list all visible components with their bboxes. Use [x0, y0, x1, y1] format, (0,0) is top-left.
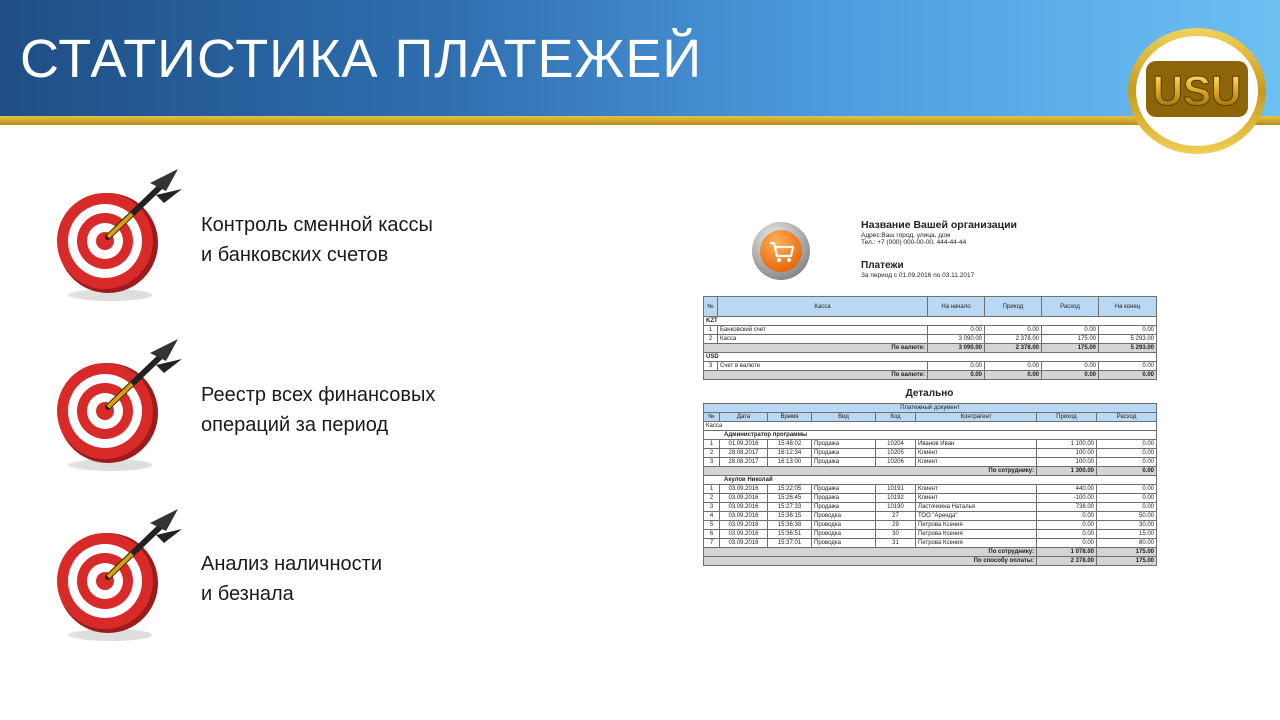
table-cell: ТОО "Аренда" [916, 512, 1037, 521]
page-title: СТАТИСТИКА ПЛАТЕЖЕЙ [20, 29, 703, 89]
table-cell: 0.00 [1099, 326, 1157, 335]
table-cell: 03.09.2016 [720, 494, 768, 503]
col-header: Расход [1042, 297, 1099, 317]
table-cell: Петрова Ксения [916, 530, 1037, 539]
total-label: По сотруднику: [704, 467, 1037, 476]
table-row [704, 539, 1157, 548]
bullet-3-line2: и безнала [201, 583, 294, 605]
table-cell: 28.08.2017 [720, 458, 768, 467]
currency-label: USD [704, 353, 1157, 362]
employee-total-row [704, 467, 1157, 476]
bullet-1-line1: Контроль сменной кассы [201, 214, 433, 236]
doc-period: За период с 01.09.2016 по 03.11.2017 [861, 272, 975, 279]
table-cell: 10191 [876, 485, 916, 494]
table-cell: 3 090.00 [928, 335, 985, 344]
table-cell: Клиент [916, 494, 1037, 503]
table-cell: 15:26:45 [768, 494, 812, 503]
table-cell: 0.00 [1037, 539, 1097, 548]
org-name: Название Вашей организации [861, 219, 1017, 231]
total-cell: 2 378.00 [985, 344, 1042, 353]
table-cell: Петрова Ксения [916, 539, 1037, 548]
table-cell: 3 [704, 458, 720, 467]
table-cell: 03.09.2016 [720, 530, 768, 539]
payment-total-row [704, 557, 1157, 566]
table-cell: Касса [718, 335, 928, 344]
banner-gold-stripe [0, 116, 1280, 125]
table-cell: 0.00 [1097, 449, 1157, 458]
employee-total-row [704, 548, 1157, 557]
total-cell: 0.00 [1042, 371, 1099, 380]
table-row [704, 485, 1157, 494]
table-cell: 15:48:02 [768, 440, 812, 449]
total-cell: 3 090.00 [928, 344, 985, 353]
table-cell: 15:36:15 [768, 512, 812, 521]
table-cell: 15:37:01 [768, 539, 812, 548]
table-cell: 15:36:51 [768, 530, 812, 539]
table-cell: Проводка [812, 521, 876, 530]
table-cell: 10190 [876, 503, 916, 512]
employee-name: Администратор программы [704, 431, 1157, 440]
table-cell: Продажа [812, 485, 876, 494]
usu-logo [1126, 27, 1268, 155]
table-cell: 5 [704, 521, 720, 530]
target-dart-icon [50, 165, 190, 305]
bullet-2-line2: операций за период [201, 414, 389, 436]
table-cell: 7 [704, 539, 720, 548]
table-cell: 100.00 [1037, 449, 1097, 458]
table-cell: 15:22:05 [768, 485, 812, 494]
bullet-2-line1: Реестр всех финансовых [201, 384, 436, 406]
table-row [704, 362, 1157, 371]
table-cell: 3 [704, 362, 718, 371]
total-cell: 0.00 [1099, 371, 1157, 380]
total-cell: 0.00 [1097, 467, 1157, 476]
table-cell: Клиент [916, 449, 1037, 458]
total-cell: 1 300.00 [1037, 467, 1097, 476]
table-cell: Банковский счет [718, 326, 928, 335]
col-header: Контрагент [916, 413, 1037, 422]
table-cell: 100.00 [1037, 458, 1097, 467]
table-cell: 0.00 [1037, 530, 1097, 539]
table-cell: 0.00 [1097, 503, 1157, 512]
table-cell: 10206 [876, 458, 916, 467]
total-row [704, 371, 1157, 380]
table-cell: 29 [876, 521, 916, 530]
table-cell: 440.00 [1037, 485, 1097, 494]
table-cell: Продажа [812, 449, 876, 458]
total-cell: 0.00 [928, 371, 985, 380]
table-cell: 30.00 [1097, 521, 1157, 530]
table-cell: 0.00 [1037, 521, 1097, 530]
table-cell: 28.08.2017 [720, 449, 768, 458]
table-cell: 15.00 [1097, 530, 1157, 539]
total-label: По сотруднику: [704, 548, 1037, 557]
shopping-cart-icon [751, 221, 811, 281]
table-row [704, 494, 1157, 503]
total-label: По валюте: [704, 371, 928, 380]
col-header: № [704, 297, 718, 317]
bullet-1-line2: и банковских счетов [201, 244, 389, 266]
title-banner [0, 0, 1280, 116]
col-header: На конец [1099, 297, 1157, 317]
currency-label: KZT [704, 317, 1157, 326]
table-row [704, 458, 1157, 467]
total-cell: 175.00 [1097, 557, 1157, 566]
bullet-3-line1: Анализ наличности [201, 553, 383, 575]
table-cell: 03.09.2016 [720, 512, 768, 521]
table-cell: 0.00 [1097, 440, 1157, 449]
table-cell: 0.00 [985, 362, 1042, 371]
table-cell: Клиент [916, 458, 1037, 467]
cash-label: Касса [704, 422, 1157, 431]
table-cell: 15:36:38 [768, 521, 812, 530]
table-cell: 0.00 [928, 362, 985, 371]
table-cell: 0.00 [1042, 362, 1099, 371]
table-cell: 50.00 [1097, 512, 1157, 521]
table-row [704, 440, 1157, 449]
table-row [704, 512, 1157, 521]
table-cell: 2 [704, 449, 720, 458]
table-cell: 2 378.00 [985, 335, 1042, 344]
detail-title: Детально [905, 388, 954, 399]
table-cell: Счет в валюте [718, 362, 928, 371]
table-cell: Проводка [812, 539, 876, 548]
total-row [704, 344, 1157, 353]
table-cell: Продажа [812, 494, 876, 503]
bullet-1-text [201, 210, 433, 270]
table-cell: 0.00 [1097, 458, 1157, 467]
table-cell: 0.00 [1037, 512, 1097, 521]
table-cell: 0.00 [1099, 362, 1157, 371]
table-cell: 1 100.00 [1037, 440, 1097, 449]
table-cell: Продажа [812, 458, 876, 467]
detail-table [703, 403, 1157, 566]
payments-report [703, 215, 1156, 577]
col-header: Время [768, 413, 812, 422]
doc-title: Платежи [861, 260, 904, 271]
total-label: По валюте: [704, 344, 928, 353]
col-header: Вид [812, 413, 876, 422]
doc-header: Платежный документ [704, 404, 1157, 413]
table-cell: 0.00 [1097, 494, 1157, 503]
target-dart-icon [50, 335, 190, 475]
total-cell: 5 293.00 [1099, 344, 1157, 353]
org-address: Адрес:Ваш город, улица, дом [861, 232, 951, 239]
table-cell: 1 [704, 440, 720, 449]
table-cell: Иванов Иван [916, 440, 1037, 449]
table-cell: Продажа [812, 503, 876, 512]
col-header: Код [876, 413, 916, 422]
col-header: На начало [928, 297, 985, 317]
table-cell: 10204 [876, 440, 916, 449]
table-row [704, 521, 1157, 530]
bullet-2-text [201, 380, 435, 440]
logo-text: USU [1152, 67, 1242, 114]
table-cell: 2 [704, 335, 718, 344]
table-cell: 03.09.2016 [720, 521, 768, 530]
table-cell: Продажа [812, 440, 876, 449]
table-cell: 4 [704, 512, 720, 521]
total-cell: 175.00 [1097, 548, 1157, 557]
total-cell: 0.00 [985, 371, 1042, 380]
table-cell: Проводка [812, 530, 876, 539]
table-cell: 2 [704, 494, 720, 503]
bullet-3-text [201, 549, 382, 609]
target-dart-icon [50, 505, 190, 645]
table-row [704, 503, 1157, 512]
table-cell: 16:13:00 [768, 458, 812, 467]
table-cell: 16:12:34 [768, 449, 812, 458]
table-cell: 0.00 [985, 326, 1042, 335]
employee-name: Акулов Николай [704, 476, 1157, 485]
table-cell: 03.09.2016 [720, 539, 768, 548]
table-cell: 03.09.2016 [720, 485, 768, 494]
table-cell: 175.00 [1042, 335, 1099, 344]
table-cell: 01.09.2016 [720, 440, 768, 449]
table-cell: Ласточкина Наталья [916, 503, 1037, 512]
table-cell: 3 [704, 503, 720, 512]
table-cell: 30 [876, 530, 916, 539]
col-header: Приход [1037, 413, 1097, 422]
total-cell: 175.00 [1042, 344, 1099, 353]
table-cell: 80.00 [1097, 539, 1157, 548]
col-header: Приход [985, 297, 1042, 317]
table-cell: 0.00 [1097, 485, 1157, 494]
table-row [704, 449, 1157, 458]
total-cell: 1 078.00 [1037, 548, 1097, 557]
table-cell: 10192 [876, 494, 916, 503]
table-cell: 27 [876, 512, 916, 521]
table-cell: 0.00 [1042, 326, 1099, 335]
table-cell: -100.00 [1037, 494, 1097, 503]
table-cell: 6 [704, 530, 720, 539]
table-cell: Проводка [812, 512, 876, 521]
table-cell: 15:27:33 [768, 503, 812, 512]
table-cell: 738.00 [1037, 503, 1097, 512]
col-header: Дата [720, 413, 768, 422]
table-row [704, 326, 1157, 335]
table-cell: 5 293.00 [1099, 335, 1157, 344]
table-cell: 03.09.2016 [720, 503, 768, 512]
col-header: Расход [1097, 413, 1157, 422]
table-cell: 10205 [876, 449, 916, 458]
table-cell: Клиент [916, 485, 1037, 494]
col-header: № [704, 413, 720, 422]
table-row [704, 335, 1157, 344]
total-label: По способу оплаты: [704, 557, 1037, 566]
table-cell: 0.00 [928, 326, 985, 335]
table-cell: 1 [704, 485, 720, 494]
total-cell: 2 378.00 [1037, 557, 1097, 566]
table-cell: 31 [876, 539, 916, 548]
org-phone: Тел.: +7 (000) 000-00-00, 444-44-44 [861, 239, 967, 246]
table-row [704, 530, 1157, 539]
table-cell: Петрова Ксения [916, 521, 1037, 530]
summary-table [703, 296, 1157, 380]
table-cell: 1 [704, 326, 718, 335]
col-header: Касса [718, 297, 928, 317]
